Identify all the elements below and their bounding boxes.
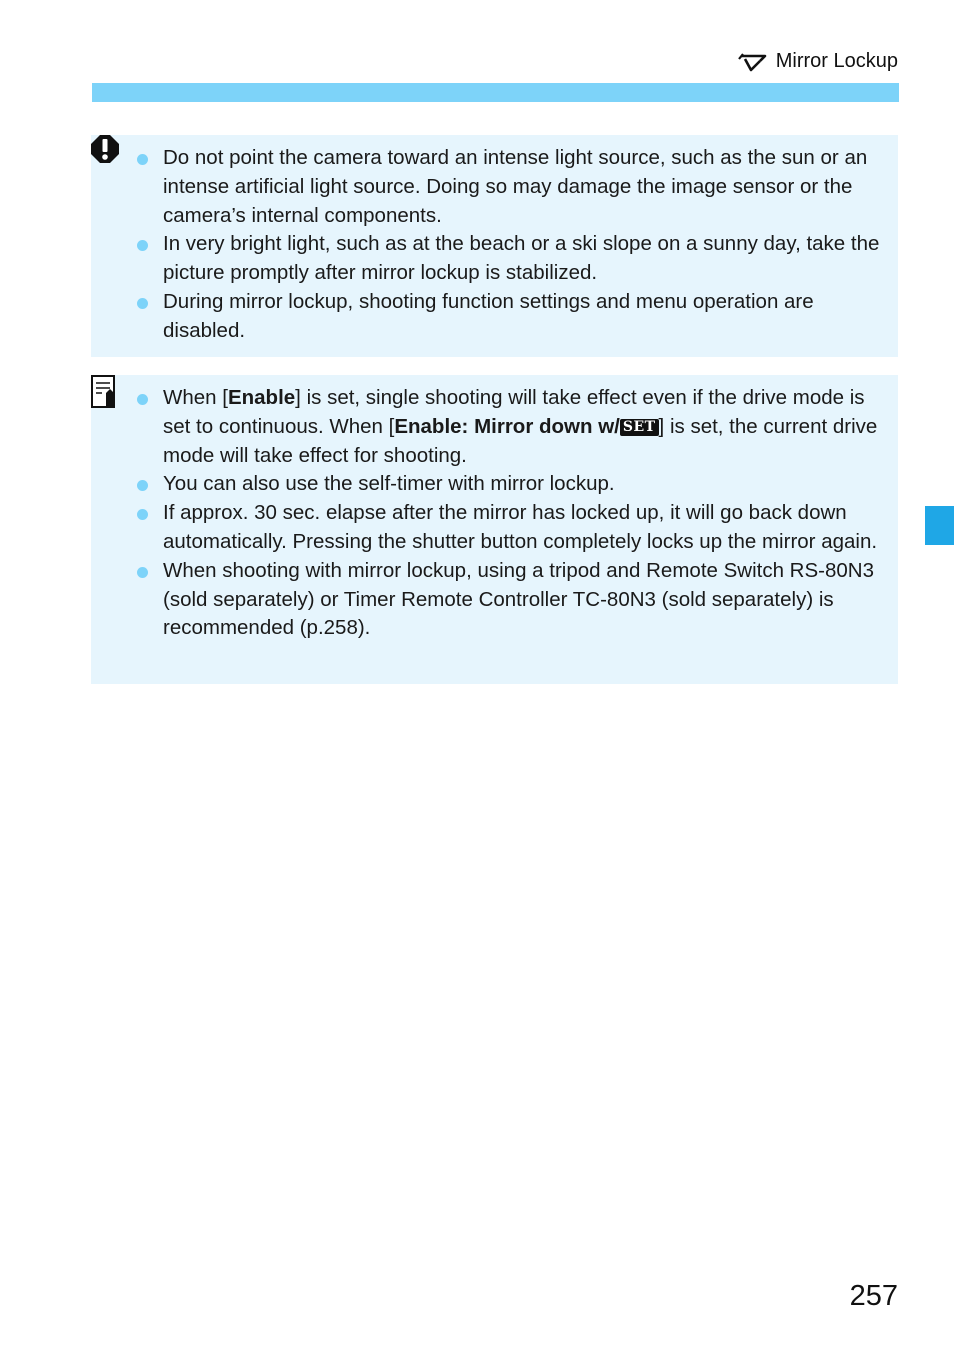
caution-box: [91, 135, 898, 357]
set-button-icon: SET: [620, 419, 659, 436]
list-item: When [Enable] is set, single shooting will take effect even if the drive mode is set to continuous. When [Enable: Mirror down w/ SET ] is set, the current drive mode will take effect for shooting.: [136, 384, 884, 470]
note-icon: [91, 375, 117, 414]
caution-icon: [91, 135, 119, 170]
page-number: 257: [849, 1280, 898, 1312]
header-bar: [92, 83, 899, 102]
list-item: When shooting with mirror lockup, using a tripod and Remote Switch RS-80N3 (sold separately) or Timer Remote Controller TC-80N3 (sold separately) is recommended (p.258).: [136, 557, 884, 643]
list-item: You can also use the self-timer with mirror lockup.: [136, 470, 884, 499]
caution-list: [136, 144, 884, 346]
list-item: During mirror lockup, shooting function settings and menu operation are disabled.: [136, 288, 884, 346]
menu-option-enable: Enable: [227, 386, 296, 409]
page-header: [738, 50, 898, 73]
list-item: In very bright light, such as at the beach or a ski slope on a sunny day, take the picture promptly after mirror lockup is stabilized.: [136, 230, 884, 288]
list-item: Do not point the camera toward an intense light source, such as the sun or an intense artificial light source. Doing so may damage the image sensor or the camera’s internal components.: [136, 144, 884, 230]
chapter-tab: [925, 506, 954, 545]
menu-option-mirror-down: Enable: Mirror down w/ SET: [394, 415, 658, 438]
header-title: Mirror Lockup: [775, 50, 898, 72]
mirror-lockup-icon: [738, 51, 768, 73]
note-list: [136, 384, 884, 643]
list-item: If approx. 30 sec. elapse after the mirror has locked up, it will go back down automatically. Pressing the shutter button completely locks up the mirror again.: [136, 499, 884, 557]
note-box: [91, 375, 898, 684]
